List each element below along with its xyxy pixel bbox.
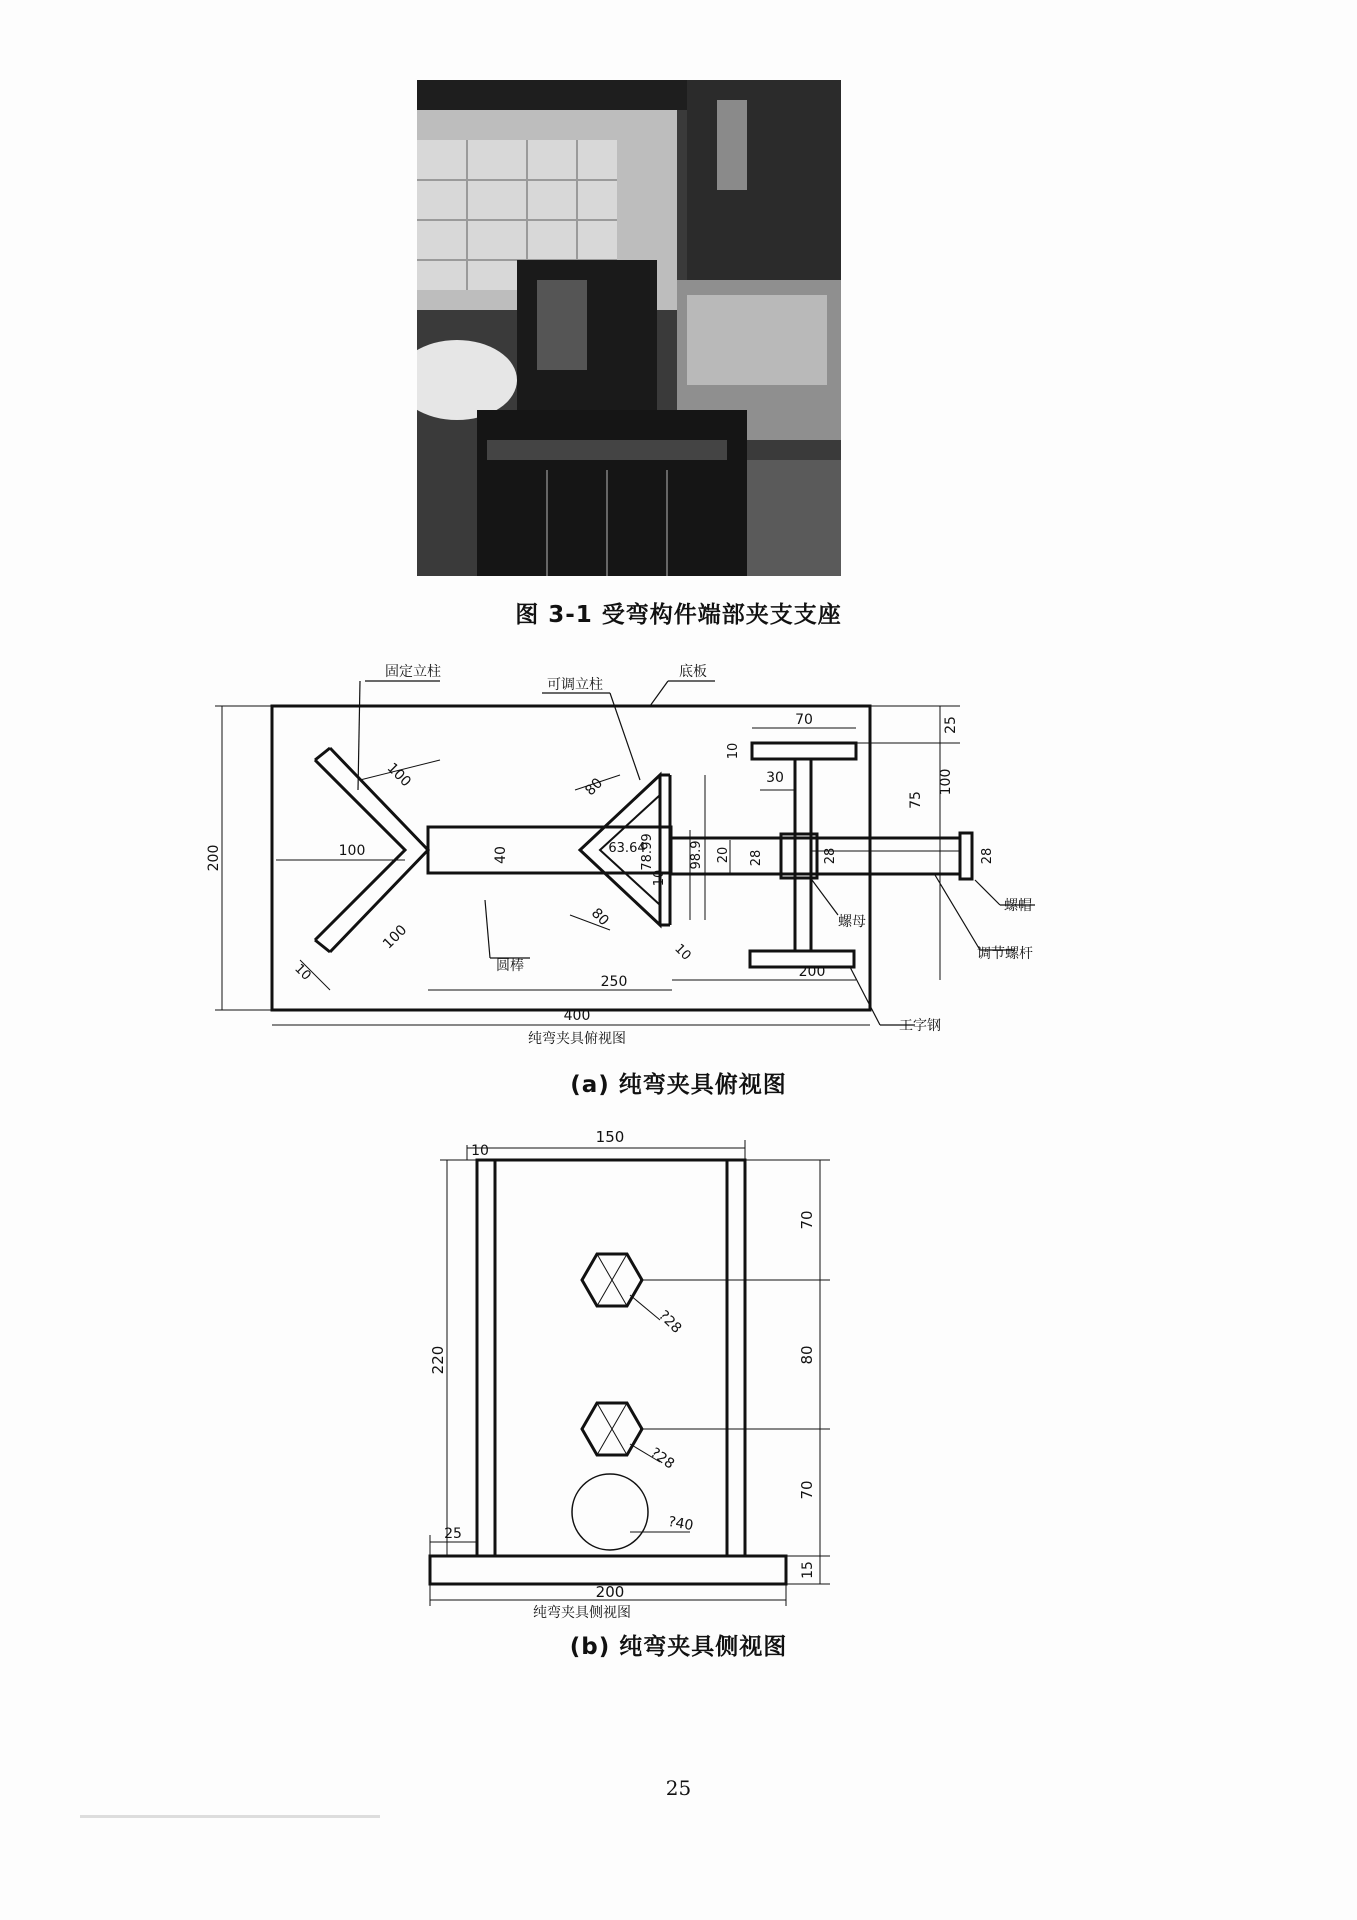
side-view-caption: (b) 纯弯夹具侧视图	[569, 1634, 788, 1660]
dim-400: 400	[563, 1008, 591, 1024]
top-view-title: 纯弯夹具俯视图	[528, 1031, 626, 1047]
dim-70: 70	[795, 712, 813, 728]
dim-200-left: 200	[206, 844, 222, 872]
side-dim-10: 10	[471, 1143, 489, 1159]
side-dim-25: 25	[444, 1526, 462, 1542]
dim-10-flange: 10	[726, 742, 741, 760]
side-dim-40: ?40	[666, 1513, 695, 1535]
screw-outline	[670, 838, 960, 874]
label-adjustable-post: 可调立柱	[547, 677, 603, 693]
dim-28-c: 28	[980, 847, 995, 865]
dim-30: 30	[766, 770, 784, 786]
side-dim-150: 150	[595, 1128, 625, 1146]
side-plate-outline	[477, 1160, 745, 1556]
page-number: 25	[665, 1776, 692, 1800]
label-i-beam: 工字钢	[899, 1018, 941, 1034]
dim-200-bottom: 200	[798, 964, 826, 980]
dim-10-left: 10	[291, 961, 314, 984]
dim-10-right-arm: 10	[671, 941, 694, 964]
dim-28-a: 28	[749, 849, 764, 867]
figure-3-1-caption: 图 3-1 受弯构件端部夹支支座	[515, 602, 842, 628]
side-view-title: 纯弯夹具侧视图	[533, 1605, 631, 1621]
right-post-outline	[727, 1160, 745, 1556]
dim-28-b: 28	[823, 847, 838, 865]
dim-10-mid: 10	[652, 869, 667, 887]
label-round-bar: 圆棒	[496, 958, 524, 974]
dim-78-99: 78.99	[640, 833, 655, 871]
dim-100-mid: 100	[338, 843, 366, 859]
dim-20: 20	[716, 846, 731, 864]
side-dim-70-bottom: 70	[798, 1480, 816, 1500]
round-hole	[572, 1474, 648, 1550]
side-view-drawing	[0, 1100, 1357, 1660]
i-beam-top-flange	[752, 743, 856, 759]
dim-75: 75	[908, 791, 924, 809]
side-dim-70-top: 70	[798, 1210, 816, 1230]
dim-80-top: 80	[582, 775, 607, 800]
side-dim-15: 15	[800, 1561, 816, 1579]
top-view-caption: (a) 纯弯夹具俯视图	[570, 1072, 787, 1098]
left-post-outline	[477, 1160, 495, 1556]
dim-98-9: 98.9	[689, 840, 704, 870]
i-beam-web	[795, 759, 811, 951]
side-dim-28-b: ?28	[647, 1444, 678, 1473]
dim-80-bottom: 80	[587, 905, 612, 930]
side-dim-200: 200	[595, 1583, 625, 1601]
label-nut: 螺母	[838, 914, 866, 930]
dim-100-right: 100	[938, 768, 954, 796]
dim-250: 250	[600, 974, 628, 990]
side-dim-28-a: ?28	[655, 1307, 685, 1337]
dim-63-64: 63.64	[608, 841, 646, 856]
side-dim-80: 80	[798, 1345, 816, 1365]
base-outline	[430, 1556, 786, 1584]
dim-100-arm-bottom: 100	[380, 922, 411, 953]
scan-edge-line	[80, 1815, 380, 1818]
dim-40: 40	[493, 846, 509, 864]
label-screw-cap: 螺帽	[1004, 898, 1032, 914]
dim-100-arm-top: 100	[383, 760, 414, 791]
dim-25: 25	[943, 716, 959, 734]
screw-cap-outline	[960, 833, 972, 879]
label-fixed-post: 固定立柱	[385, 664, 441, 680]
label-adjust-screw: 调节螺杆	[977, 946, 1033, 962]
side-dim-220: 220	[429, 1345, 447, 1375]
label-base-plate: 底板	[679, 664, 707, 680]
